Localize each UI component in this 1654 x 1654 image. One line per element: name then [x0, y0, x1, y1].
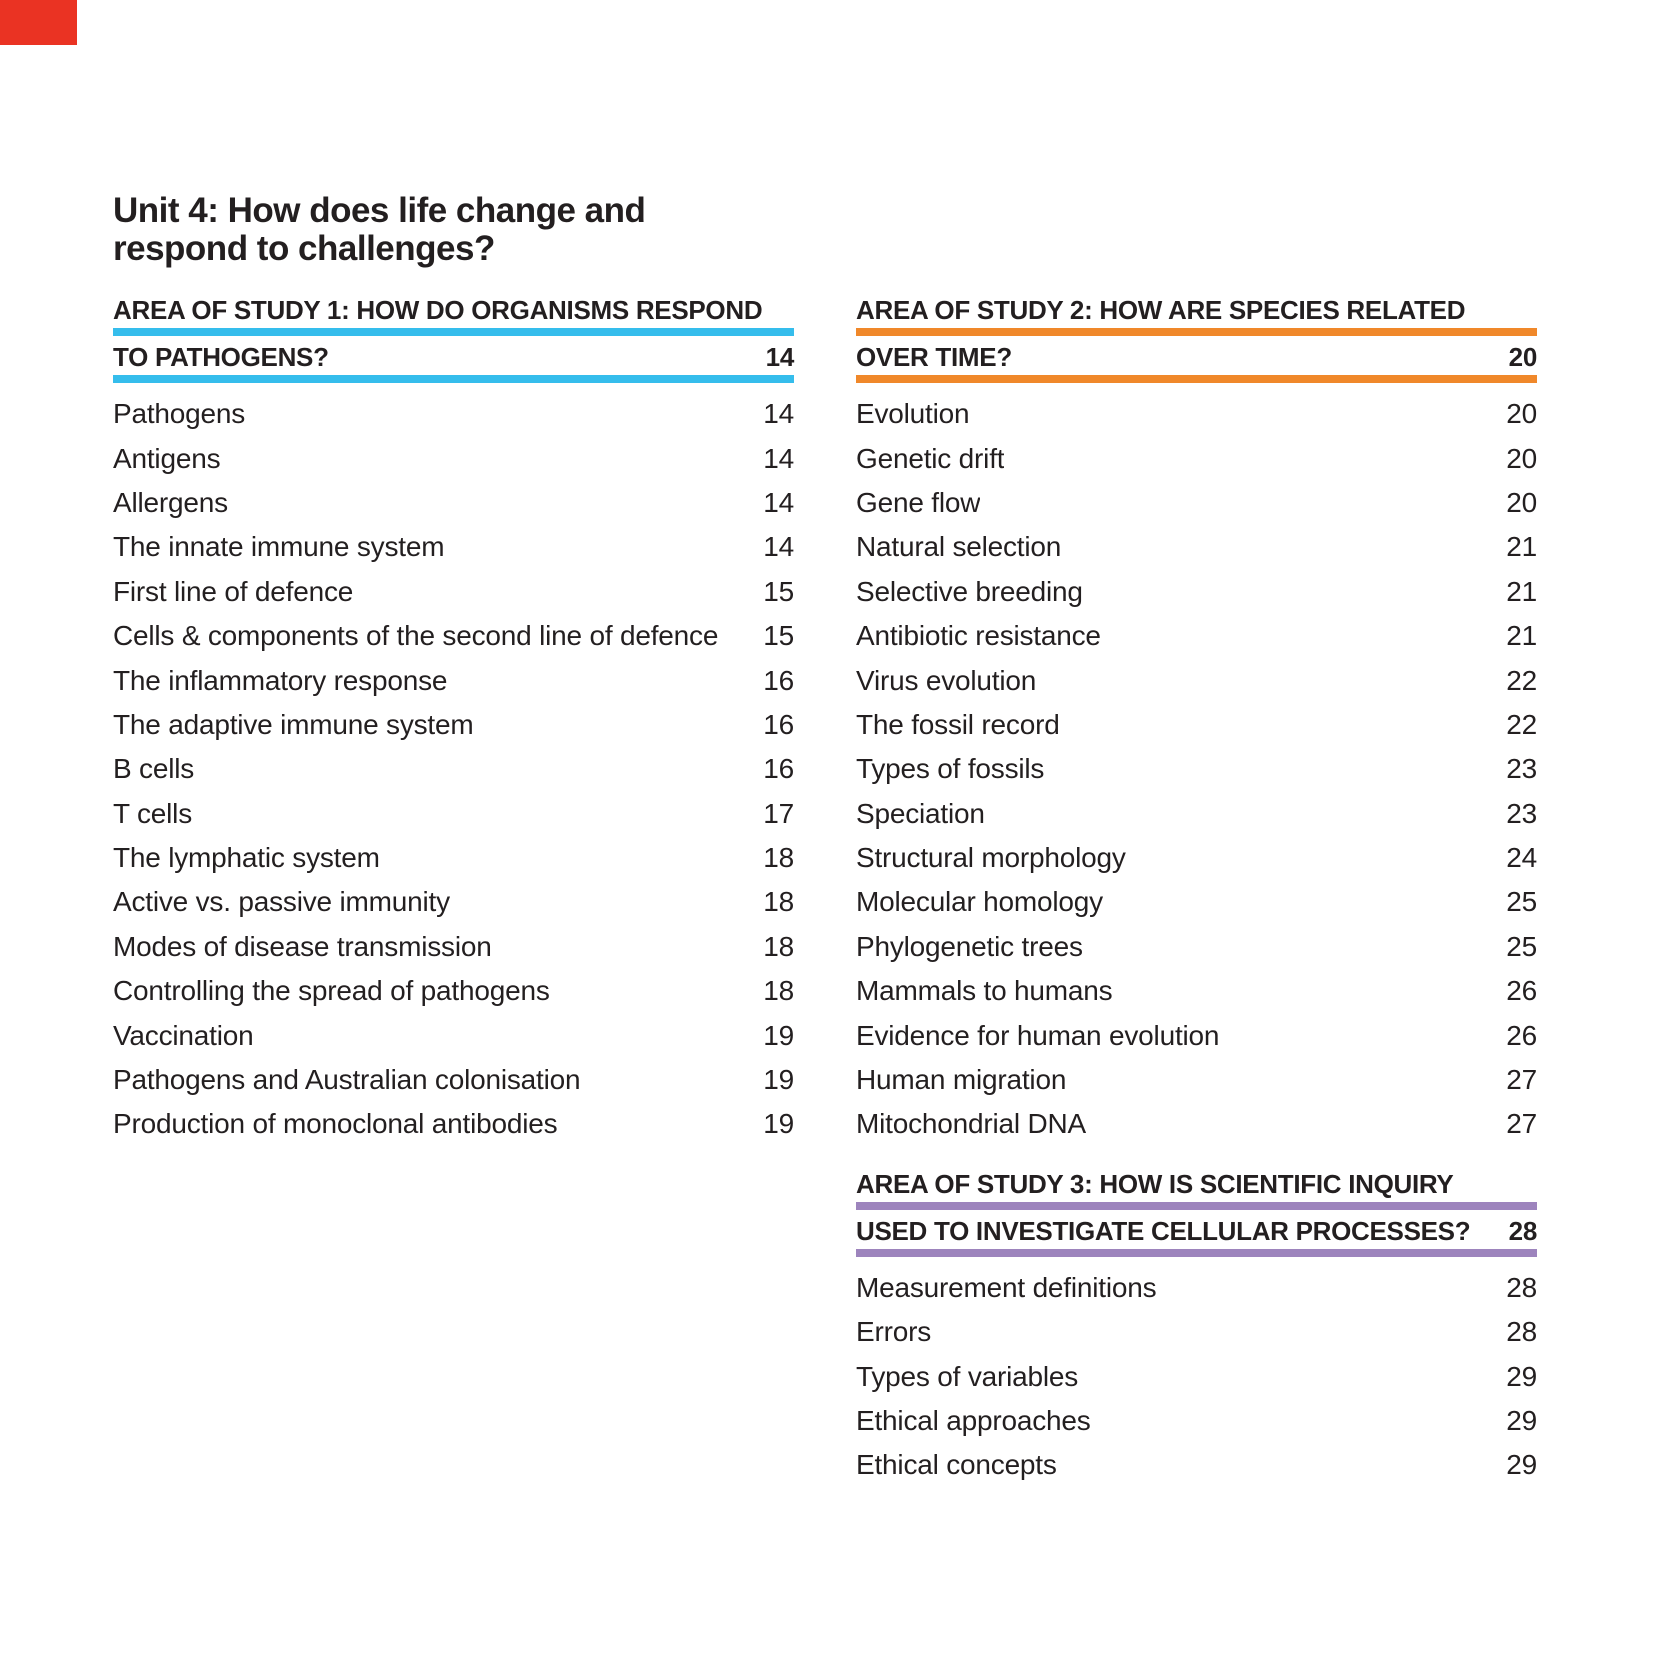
toc-entry[interactable] — [113, 880, 794, 924]
toc-entry-label: Phylogenetic trees — [856, 930, 1083, 962]
toc-entry[interactable] — [113, 658, 794, 702]
page-title-line1: Unit 4: How does life change and — [113, 191, 646, 230]
toc-entry[interactable] — [856, 969, 1537, 1013]
toc-entry-page-number: 29 — [1506, 1405, 1537, 1436]
toc-entry-page-number: 24 — [1506, 842, 1537, 874]
toc-entry-page-number: 18 — [763, 975, 794, 1007]
toc-entry-page-number: 20 — [1506, 398, 1537, 430]
toc-entry[interactable] — [113, 703, 794, 747]
toc-column-right — [856, 295, 1537, 1488]
toc-entry-page-number: 18 — [763, 842, 794, 874]
toc-heading-line[interactable] — [856, 295, 1537, 336]
toc-entry[interactable] — [113, 792, 794, 836]
toc-entry-label: Genetic drift — [856, 442, 1005, 474]
toc-entry[interactable] — [856, 436, 1537, 480]
toc-entry-label: Allergens — [113, 486, 228, 518]
toc-entry[interactable] — [856, 703, 1537, 747]
toc-entry[interactable] — [856, 836, 1537, 880]
toc-entry-label: Ethical approaches — [856, 1405, 1091, 1436]
toc-entry-page-number: 27 — [1506, 1108, 1537, 1140]
toc-entry-label: The adaptive immune system — [113, 708, 474, 740]
toc-entry-label: Controlling the spread of pathogens — [113, 975, 550, 1007]
toc-entry-label: Types of variables — [856, 1360, 1079, 1392]
toc-entry[interactable] — [113, 836, 794, 880]
toc-entry-label: Antibiotic resistance — [856, 620, 1101, 652]
toc-entry[interactable] — [856, 525, 1537, 569]
toc-section-title-line1: AREA OF STUDY 1: HOW DO ORGANISMS RESPOND — [113, 295, 763, 325]
toc-section-area-of-study-2 — [856, 295, 1537, 1147]
toc-heading-line[interactable] — [856, 342, 1537, 383]
toc-heading-line[interactable] — [113, 295, 794, 336]
toc-entry-label: The fossil record — [856, 708, 1060, 740]
page-title-line2: respond to challenges? — [113, 229, 495, 268]
toc-section-area-of-study-3 — [856, 1169, 1537, 1488]
toc-entry[interactable] — [113, 614, 794, 658]
toc-entry-label: B cells — [113, 753, 195, 785]
toc-entry-label: Active vs. passive immunity — [113, 886, 450, 918]
toc-entry[interactable] — [856, 392, 1537, 436]
toc-entry-page-number: 26 — [1506, 1019, 1537, 1051]
toc-entry-page-number: 28 — [1506, 1271, 1537, 1303]
toc-section-page-number: 20 — [1508, 342, 1537, 372]
toc-entry[interactable] — [856, 614, 1537, 658]
toc-entry-label: Antigens — [113, 442, 221, 474]
toc-section-heading — [113, 295, 794, 383]
toc-entry-page-number: 16 — [763, 753, 794, 785]
toc-entry-page-number: 14 — [763, 531, 794, 563]
toc-entry-label: Speciation — [856, 797, 985, 829]
toc-entry[interactable] — [113, 969, 794, 1013]
toc-entry-label: T cells — [113, 797, 192, 829]
toc-entry-page-number: 21 — [1506, 620, 1537, 652]
toc-entry-page-number: 16 — [763, 708, 794, 740]
toc-entry-page-number: 26 — [1506, 975, 1537, 1007]
toc-columns — [113, 295, 1537, 1488]
toc-entry[interactable] — [113, 570, 794, 614]
toc-entry-list — [856, 392, 1537, 1147]
toc-entry-page-number: 21 — [1506, 531, 1537, 563]
toc-entry[interactable] — [856, 1443, 1537, 1487]
toc-entry[interactable] — [113, 1058, 794, 1102]
toc-entry-label: Mitochondrial DNA — [856, 1108, 1087, 1140]
toc-entry-page-number: 23 — [1506, 797, 1537, 829]
toc-entry-page-number: 19 — [763, 1108, 794, 1140]
toc-section-area-of-study-1 — [113, 295, 794, 1147]
toc-entry[interactable] — [113, 925, 794, 969]
toc-entry-label: Evolution — [856, 398, 970, 430]
toc-entry-label: The lymphatic system — [113, 842, 380, 874]
toc-section-title-line2: OVER TIME? — [856, 342, 1012, 372]
toc-entry-page-number: 14 — [763, 486, 794, 518]
toc-entry[interactable] — [856, 880, 1537, 924]
toc-entry-label: Evidence for human evolution — [856, 1019, 1220, 1051]
toc-entry-page-number: 25 — [1506, 930, 1537, 962]
toc-entry[interactable] — [856, 1399, 1537, 1443]
toc-entry[interactable] — [856, 1354, 1537, 1398]
toc-entry[interactable] — [856, 570, 1537, 614]
toc-entry[interactable] — [113, 436, 794, 480]
toc-entry-label: Vaccination — [113, 1019, 254, 1051]
toc-entry-label: Production of monoclonal antibodies — [113, 1108, 558, 1140]
toc-entry-label: Modes of disease transmission — [113, 930, 492, 962]
toc-column-left — [113, 295, 794, 1488]
toc-section-title-line2: USED TO INVESTIGATE CELLULAR PROCESSES? — [856, 1215, 1471, 1246]
toc-entry[interactable] — [856, 481, 1537, 525]
toc-entry-page-number: 28 — [1506, 1316, 1537, 1348]
toc-entry[interactable] — [113, 1013, 794, 1057]
toc-entry-label: Cells & components of the second line of defence — [113, 620, 719, 652]
toc-entry-label: Measurement definitions — [856, 1271, 1157, 1303]
toc-entry[interactable] — [856, 1058, 1537, 1102]
toc-entry-label: Errors — [856, 1316, 932, 1348]
toc-heading-line[interactable] — [856, 1216, 1537, 1257]
toc-entry-label: Mammals to humans — [856, 975, 1113, 1007]
toc-entry-page-number: 19 — [763, 1019, 794, 1051]
toc-entry-page-number: 18 — [763, 886, 794, 918]
toc-entry-page-number: 22 — [1506, 708, 1537, 740]
toc-entry[interactable] — [856, 1102, 1537, 1146]
toc-section-heading — [856, 1169, 1537, 1257]
toc-entry-page-number: 18 — [763, 930, 794, 962]
toc-entry-label: First line of defence — [113, 575, 354, 607]
toc-entry-page-number: 20 — [1506, 486, 1537, 518]
toc-entry-page-number: 15 — [763, 575, 794, 607]
toc-entry-page-number: 14 — [763, 398, 794, 430]
toc-section-title-line1: AREA OF STUDY 3: HOW IS SCIENTIFIC INQUIRY — [856, 1168, 1454, 1199]
toc-entry-label: Ethical concepts — [856, 1449, 1057, 1481]
toc-entry-page-number: 27 — [1506, 1064, 1537, 1096]
toc-entry[interactable] — [856, 1310, 1537, 1354]
toc-entry-label: Gene flow — [856, 486, 981, 518]
toc-entry[interactable] — [113, 747, 794, 791]
toc-entry[interactable] — [856, 925, 1537, 969]
toc-entry-page-number: 17 — [763, 797, 794, 829]
toc-entry[interactable] — [856, 792, 1537, 836]
page-corner-mark — [0, 0, 77, 45]
toc-entry[interactable] — [856, 747, 1537, 791]
toc-entry-page-number: 16 — [763, 664, 794, 696]
toc-entry-page-number: 21 — [1506, 575, 1537, 607]
toc-section-page-number: 28 — [1508, 1215, 1537, 1246]
toc-entry-page-number: 19 — [763, 1064, 794, 1096]
toc-entry-label: Molecular homology — [856, 886, 1103, 918]
toc-entry[interactable] — [113, 1102, 794, 1146]
toc-entry-label: The innate immune system — [113, 531, 445, 563]
toc-entry-page-number: 29 — [1506, 1449, 1537, 1481]
toc-heading-line[interactable] — [856, 1169, 1537, 1210]
page-title — [113, 192, 1537, 268]
toc-entry-list — [856, 1266, 1537, 1488]
toc-entry-page-number: 15 — [763, 620, 794, 652]
toc-entry[interactable] — [856, 658, 1537, 702]
toc-entry-page-number: 23 — [1506, 753, 1537, 785]
toc-section-title-line2: TO PATHOGENS? — [113, 342, 329, 372]
toc-entry-page-number: 29 — [1506, 1360, 1537, 1392]
toc-entry-label: Pathogens and Australian colonisation — [113, 1064, 581, 1096]
toc-entry-page-number: 22 — [1506, 664, 1537, 696]
toc-entry[interactable] — [113, 481, 794, 525]
toc-entry[interactable] — [113, 525, 794, 569]
toc-entry[interactable] — [113, 392, 794, 436]
toc-heading-line[interactable] — [113, 342, 794, 383]
toc-entry[interactable] — [856, 1266, 1537, 1310]
toc-entry-label: The inflammatory response — [113, 664, 448, 696]
toc-entry-label: Types of fossils — [856, 753, 1045, 785]
toc-section-page-number: 14 — [765, 342, 794, 372]
toc-entry-label: Natural selection — [856, 531, 1062, 563]
toc-entry-list — [113, 392, 794, 1147]
toc-entry-label: Structural morphology — [856, 842, 1126, 874]
toc-entry-page-number: 25 — [1506, 886, 1537, 918]
toc-entry-label: Pathogens — [113, 398, 246, 430]
toc-entry-label: Virus evolution — [856, 664, 1037, 696]
toc-entry[interactable] — [856, 1013, 1537, 1057]
toc-entry-page-number: 20 — [1506, 442, 1537, 474]
toc-entry-page-number: 14 — [763, 442, 794, 474]
toc-section-heading — [856, 295, 1537, 383]
toc-entry-label: Selective breeding — [856, 575, 1083, 607]
toc-section-title-line1: AREA OF STUDY 2: HOW ARE SPECIES RELATED — [856, 295, 1466, 325]
toc-entry-label: Human migration — [856, 1064, 1067, 1096]
